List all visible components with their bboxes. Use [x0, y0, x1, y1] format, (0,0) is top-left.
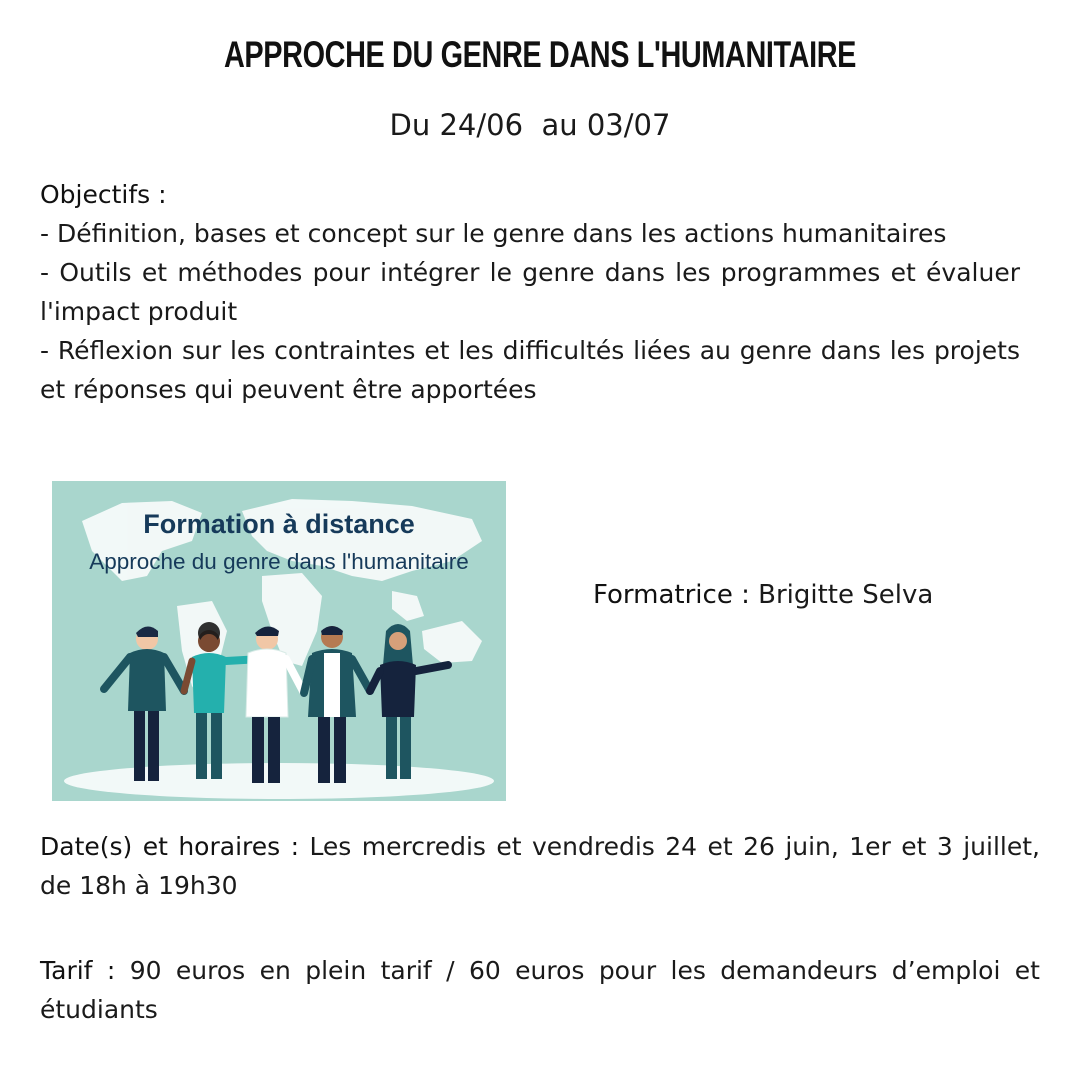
schedule-text: Les mercredis et vendredis 24 et 26 juin, 1er et 3 juillet, de 18h à 19h30 [40, 832, 1040, 900]
objectives-section [40, 175, 1020, 409]
price-section [40, 951, 1040, 1029]
price-label: Tarif : [40, 956, 116, 985]
trainer-name: Brigitte Selva [758, 580, 934, 610]
objective-item: - Réflexion sur les contraintes et les difficultés liées au genre dans les projets et réponses qui peuvent être apportées [40, 336, 1020, 404]
course-illustration [52, 481, 506, 801]
schedule-label: Date(s) et horaires : [40, 832, 299, 861]
trainer-label: Formatrice : [593, 580, 750, 610]
schedule-section [40, 827, 1040, 905]
date-range: Du 24/06 au 03/07 [389, 108, 671, 142]
trainer-info [593, 580, 933, 610]
objective-item: - Définition, bases et concept sur le genre dans les actions humanitaires [40, 219, 947, 248]
objectives-label: Objectifs : [40, 180, 167, 209]
illustration-subheading: Approche du genre dans l'humanitaire [89, 549, 469, 574]
page-title: APPROCHE DU GENRE DANS L'HUMANITAIRE [223, 34, 857, 75]
price-text: 90 euros en plein tarif / 60 euros pour les demandeurs d’emploi et étudiants [40, 956, 1040, 1024]
illustration-heading: Formation à distance [143, 509, 415, 539]
objective-item: - Outils et méthodes pour intégrer le genre dans les programmes et évaluer l'impact produit [40, 258, 1020, 326]
